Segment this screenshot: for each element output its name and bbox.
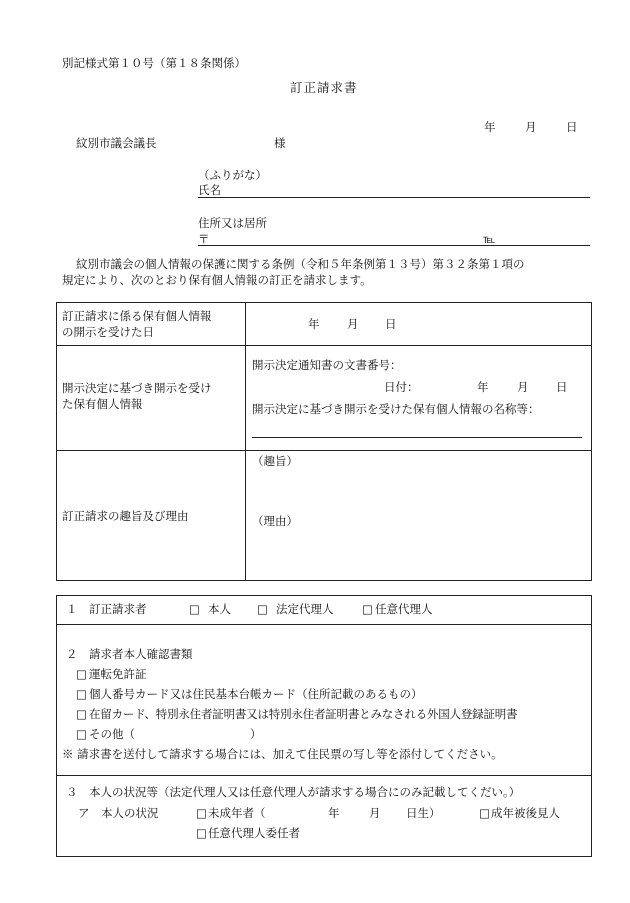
checkbox-minor[interactable]: □ bbox=[196, 806, 207, 820]
page-title: 訂正請求書 bbox=[290, 80, 358, 95]
doc4-close: ） bbox=[250, 727, 262, 741]
date-month: 月 bbox=[525, 120, 537, 134]
section-divider-1 bbox=[56, 624, 592, 625]
table-divider-vertical bbox=[245, 302, 246, 581]
row1-month: 月 bbox=[347, 317, 359, 331]
checkbox-legal-rep[interactable]: □ bbox=[257, 602, 268, 616]
row2-date-label: 日付： bbox=[384, 380, 419, 394]
row2-year: 年 bbox=[477, 380, 489, 394]
section3-title: ３ 本人の状況等（法定代理人又は任意代理人が請求する場合にのみ記載してくだい。） bbox=[66, 785, 521, 799]
opt-self-label: 本人 bbox=[208, 602, 231, 616]
form-number: 別記様式第１０号（第１８条関係） bbox=[62, 56, 246, 70]
section3-sub-label: ア 本人の状況 bbox=[78, 806, 159, 820]
row2-info-name-field[interactable] bbox=[252, 437, 582, 438]
checkbox-adult-ward[interactable]: □ bbox=[479, 806, 490, 820]
row2-month: 月 bbox=[517, 380, 529, 394]
addressee: 紋別市議会議長 bbox=[76, 136, 157, 150]
tel-mark: ℡ bbox=[483, 232, 496, 246]
checkbox-drivers-license[interactable]: □ bbox=[76, 667, 87, 681]
opt-voluntary-label: 任意代理人 bbox=[375, 602, 433, 616]
doc3-label: 在留カード、特別永住者証明書又は特別永住者証明書とみなされる外国人登録証明書 bbox=[89, 707, 518, 721]
opt-legal-label: 法定代理人 bbox=[276, 602, 334, 616]
intro-line-1: 紋別市議会の個人情報の保護に関する条例（令和５年条例第１３号）第３２条第１項の bbox=[76, 257, 525, 271]
table-divider-row1 bbox=[56, 345, 592, 346]
section2-title: ２ 請求者本人確認書類 bbox=[66, 647, 193, 661]
doc2-label: 個人番号カード又は住民基本台帳カード（住所記載のあるもの） bbox=[89, 687, 423, 701]
address-field[interactable] bbox=[198, 245, 590, 246]
minor-born: 日生） bbox=[406, 806, 441, 820]
furigana-label: （ふりがな） bbox=[198, 168, 267, 182]
row1-label-line2: の開示を受けた日 bbox=[62, 325, 154, 339]
mailing-note: ※ 請求書を送付して請求する場合には、加えて住民票の写し等を添付してください。 bbox=[62, 747, 503, 761]
postal-mark: 〒 bbox=[198, 232, 210, 246]
row3-purpose: （趣旨） bbox=[252, 454, 298, 468]
row2-doc-number: 開示決定通知書の文書番号： bbox=[252, 358, 402, 372]
intro-line-2: 規定により、次のとおり保有個人情報の訂正を請求します。 bbox=[62, 273, 372, 287]
checkbox-voluntary-rep[interactable]: □ bbox=[362, 602, 373, 616]
row2-label-line1: 開示決定に基づき開示を受け bbox=[62, 381, 212, 395]
checkbox-self[interactable]: □ bbox=[189, 602, 200, 616]
row2-info-name-label: 開示決定に基づき開示を受けた保有個人情報の名称等： bbox=[252, 402, 540, 416]
row1-label-line1: 訂正請求に係る保有個人情報 bbox=[62, 309, 212, 323]
minor-month: 月 bbox=[369, 806, 381, 820]
date-day: 日 bbox=[566, 120, 578, 134]
minor-year: 年 bbox=[328, 806, 340, 820]
row3-label: 訂正請求の趣旨及び理由 bbox=[62, 509, 189, 523]
section1-title: １ 訂正請求者 bbox=[66, 602, 147, 616]
guardian-label: 成年被後見人 bbox=[491, 806, 560, 820]
date-year: 年 bbox=[484, 120, 496, 134]
name-label: 氏名 bbox=[198, 183, 221, 197]
addressee-suffix: 様 bbox=[274, 136, 286, 150]
checkbox-other-doc[interactable]: □ bbox=[76, 727, 87, 741]
checkbox-delegator[interactable]: □ bbox=[196, 826, 207, 840]
checkbox-mynumber-card[interactable]: □ bbox=[76, 687, 87, 701]
row1-year: 年 bbox=[308, 317, 320, 331]
section-divider-2 bbox=[56, 775, 592, 776]
checkbox-residence-card[interactable]: □ bbox=[76, 707, 87, 721]
doc4-label: その他（ bbox=[89, 727, 135, 741]
row2-day: 日 bbox=[556, 380, 568, 394]
row3-reason: （理由） bbox=[252, 514, 298, 528]
doc1-label: 運転免許証 bbox=[89, 667, 147, 681]
delegator-label: 任意代理人委任者 bbox=[208, 826, 300, 840]
table-divider-row2 bbox=[56, 450, 592, 451]
name-field[interactable] bbox=[198, 197, 590, 198]
address-label: 住所又は居所 bbox=[198, 216, 267, 230]
request-table bbox=[56, 302, 592, 581]
minor-label: 未成年者（ bbox=[208, 806, 266, 820]
row1-day: 日 bbox=[385, 317, 397, 331]
row2-label-line2: た保有個人情報 bbox=[62, 397, 143, 411]
